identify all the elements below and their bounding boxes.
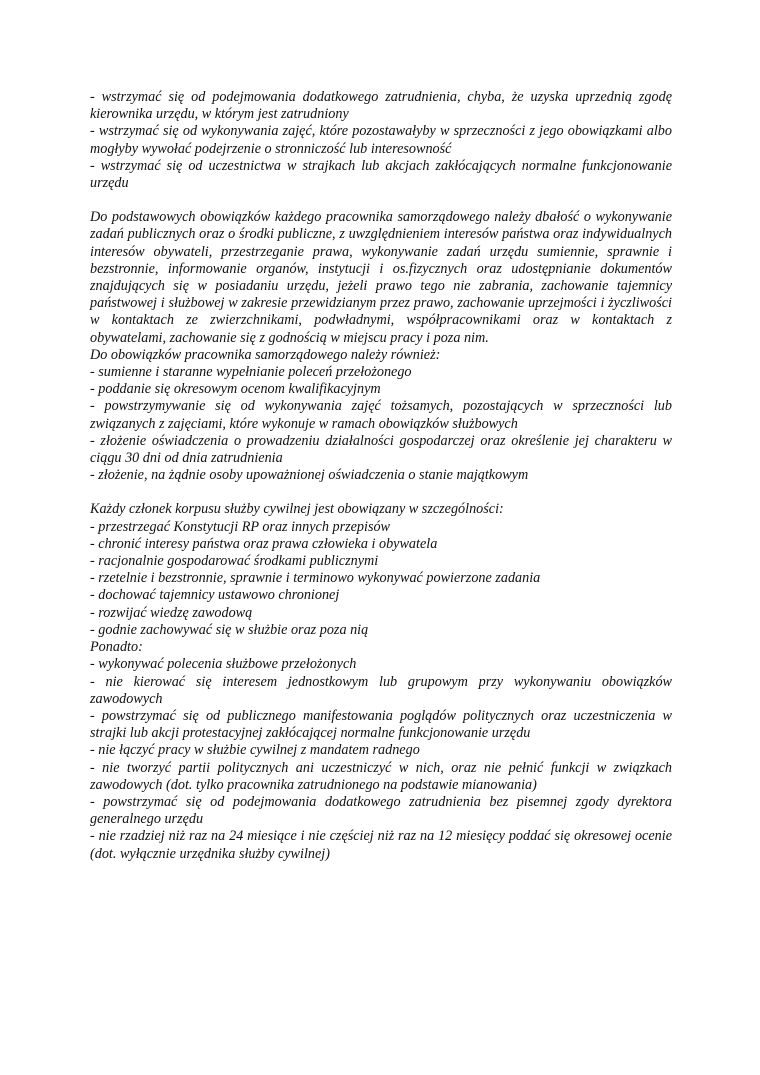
list-item: - nie kierować się interesem jednostkowym lub grupowym przy wykonywaniu obowiązków zawodowych xyxy=(90,673,672,707)
list-item: - chronić interesy państwa oraz prawa człowieka i obywatela xyxy=(90,535,438,552)
list-item: - rzetelnie i bezstronnie, sprawnie i terminowo wykonywać powierzone zadania xyxy=(90,570,541,587)
section-heading: Ponadto: xyxy=(90,639,143,656)
document-page xyxy=(90,89,672,863)
list-item: - dochować tajemnicy ustawowo chronionej xyxy=(90,587,340,604)
list-item: - powstrzymać się od publicznego manifestowania poglądów politycznych oraz uczestniczenia w strajki lub akcji protestacyjnej zakłócającej normalne funkcjonowanie urzędu xyxy=(90,707,672,742)
list-item: - wstrzymać się od podejmowania dodatkowego zatrudnienia, chyba, że uzyska uprzednią zgodę kierownika urzędu, w którym jest zatrudniony xyxy=(90,89,672,123)
section-intro: Do obowiązków pracownika samorządowego należy również: xyxy=(90,346,441,363)
list-item: - poddanie się okresowym ocenom kwalifikacyjnym xyxy=(90,381,381,398)
list-item: - rozwijać wiedzę zawodową xyxy=(90,604,253,621)
paragraph-spacer xyxy=(90,484,672,501)
section-intro: Każdy członek korpusu służby cywilnej jest obowiązany w szczególności: xyxy=(90,501,504,518)
list-item: - powstrzymywanie się od wykonywania zajęć tożsamych, pozostających w sprzeczności lub związanych z zajęciami, które wykonuje w ramach obowiązków służbowych xyxy=(90,398,672,432)
list-item: - przestrzegać Konstytucji RP oraz innych przepisów xyxy=(90,518,391,535)
list-item: - wykonywać polecenia służbowe przełożonych xyxy=(90,656,357,673)
list-item: - wstrzymać się od wykonywania zajęć, które pozostawałyby w sprzeczności z jego obowiązkami albo mogłyby wywołać podejrzenie o stronniczość lub interesowność xyxy=(90,123,672,157)
list-item: - złożenie oświadczenia o prowadzeniu działalności gospodarczej oraz określenie jej charakteru w ciągu 30 dni od dnia zatrudnienia xyxy=(90,432,672,467)
list-item: - nie rzadziej niż raz na 24 miesiące i nie częściej niż raz na 12 miesięcy poddać się okresowej ocenie (dot. wyłącznie urzędnika służby cywilnej) xyxy=(90,828,672,862)
list-item: - godnie zachowywać się w służbie oraz poza nią xyxy=(90,621,369,638)
list-item: - racjonalnie gospodarować środkami publicznymi xyxy=(90,553,379,570)
paragraph: Do podstawowych obowiązków każdego pracownika samorządowego należy dbałość o wykonywanie zadań publicznych oraz o środki publiczne, z uwzględnieniem interesów państwa oraz indywidualnych interesów obywateli, przestrzeganie prawa, wykonywanie zadań urzędu sumiennie, sprawnie i bezstronnie, informowanie organów, instytucji i os.fizycznych oraz udostępnianie dokumentów znajdujących się w posiadaniu urzędu, jeżeli prawo tego nie zabrania, zachowanie tajemnicy państwowej i służbowej w zakresie przewidzianym przez prawo, zachowanie uprzejmości i życzliwości w kontaktach ze zwierzchnikami, podwładnymi, współpracownikami oraz w kontaktach z obywatelami, zachowanie się z godnością w miejscu pracy i poza nim. xyxy=(90,209,672,346)
paragraph-spacer xyxy=(90,192,672,209)
list-item: - nie tworzyć partii politycznych ani uczestniczyć w nich, oraz nie pełnić funkcji w związkach zawodowych (dot. tylko pracownika zatrudnionego na podstawie mianowania) xyxy=(90,759,672,793)
list-item: - złożenie, na żądnie osoby upoważnionej oświadczenia o stanie majątkowym xyxy=(90,467,529,484)
list-item: - nie łączyć pracy w służbie cywilnej z mandatem radnego xyxy=(90,742,420,759)
list-item: - sumienne i staranne wypełnianie poleceń przełożonego xyxy=(90,364,412,381)
list-item: - powstrzymać się od podejmowania dodatkowego zatrudnienia bez pisemnej zgody dyrektora generalnego urzędu xyxy=(90,793,672,828)
list-item: - wstrzymać się od uczestnictwa w strajkach lub akcjach zakłócających normalne funkcjonowanie urzędu xyxy=(90,157,672,192)
